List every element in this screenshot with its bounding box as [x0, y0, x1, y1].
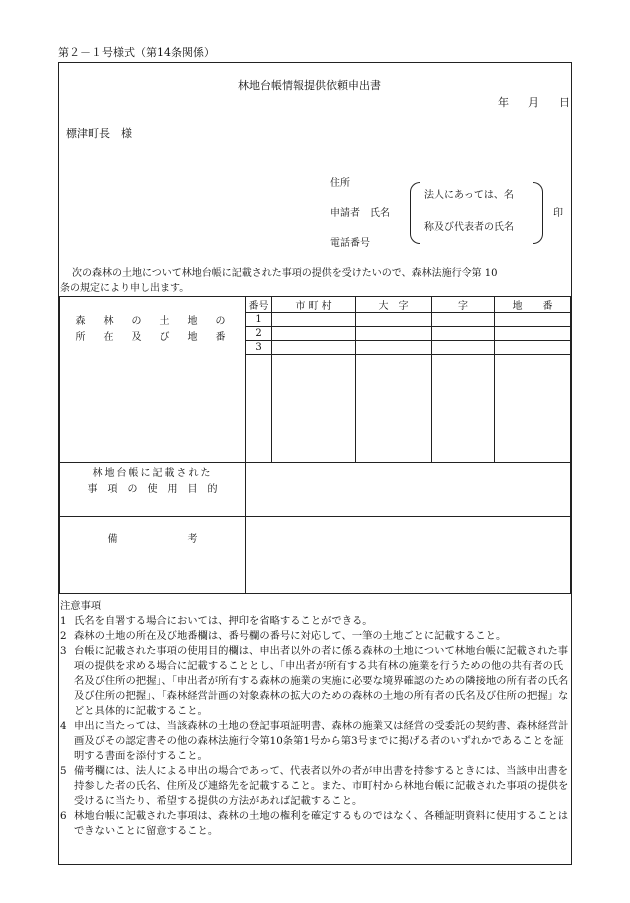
oaza-cell[interactable] — [356, 327, 432, 341]
note-item — [60, 644, 572, 719]
applicant-name-label: 申請者 氏名 — [330, 208, 390, 219]
row-number: 1 — [246, 313, 272, 327]
note-number: 4 — [60, 720, 67, 732]
row-number: 3 — [246, 341, 272, 355]
date-day-label: 日 — [559, 96, 570, 109]
note-text: 申出に当たっては、当該森林の土地の登記事項証明書、森林の施業又は経営の受委託の契約書、森林経営計画及びその認定書その他の森林法施行令第10条第1号から第3号までに掲げる者のいずれかであることを証明する書面を添付すること。 — [74, 720, 569, 762]
left-parenthesis — [410, 182, 420, 244]
municipality-cell[interactable] — [272, 355, 356, 463]
purpose-field[interactable] — [246, 463, 571, 517]
remarks-label: 備 考 — [107, 534, 198, 545]
remarks-row — [60, 517, 571, 594]
oaza-cell[interactable] — [356, 341, 432, 355]
column-header-aza: 字 — [432, 297, 495, 313]
note-item — [60, 809, 572, 839]
note-item — [60, 629, 572, 644]
land-table — [59, 296, 571, 594]
lot-number-cell[interactable] — [495, 341, 571, 355]
note-number: 5 — [60, 765, 67, 777]
purpose-label-line2: 事 項 の 使 用 目 的 — [87, 484, 218, 495]
row-number: 2 — [246, 327, 272, 341]
column-header-oaza: 大 字 — [356, 297, 432, 313]
location-label-line1: 森 林 の 土 地 の — [75, 316, 230, 327]
aza-cell[interactable] — [432, 355, 495, 463]
note-item — [60, 614, 572, 629]
location-label-cell — [60, 297, 246, 463]
note-number: 6 — [60, 810, 67, 822]
intro-line2: 条の規定により申し出ます。 — [60, 283, 190, 294]
note-number: 1 — [60, 615, 67, 627]
note-number: 2 — [60, 630, 67, 642]
note-text: 森林の土地の所在及び地番欄は、番号欄の番号に対応して、一筆の土地ごとに記載すること。 — [74, 630, 507, 642]
table-header-row — [60, 297, 571, 313]
note-item — [60, 764, 572, 809]
seal-mark: 印 — [553, 208, 563, 219]
remarks-field[interactable] — [246, 517, 571, 594]
date-month-label: 月 — [528, 96, 539, 109]
municipality-cell[interactable] — [272, 313, 356, 327]
corp-note-line2: 称及び代表者の氏名 — [424, 222, 514, 233]
municipality-cell[interactable] — [272, 327, 356, 341]
form-title: 林地台帳情報提供依頼申出書 — [238, 79, 381, 92]
aza-cell[interactable] — [432, 313, 495, 327]
note-text: 台帳に記載された事項の使用目的欄は、申出者以外の者に係る森林の土地について林地台帳に記載された事項の提供を求める場合に記載することとし、「申出者が所有する共有林の施業を行うための他の共有者の氏名及び住所の把握」、「申出者が所有する森林の施業の実施に必要な境界確認のための隣接地の所有者の氏名及び住所の把握」、「森林経営計画の対象森林の拡大のための森林の土地の所有者の氏名及び住所の把握」などと具体的に記載すること。 — [74, 645, 569, 717]
location-label-line2: 所 在 及 び 地 番 — [75, 332, 230, 343]
note-text: 備考欄には、法人による申出の場合であって、代表者以外の者が申出書を持参するときには、当該申出書を持参した者の氏名、住所及び連絡先を記載すること。また、市町村から林地台帳に記載された事項の提供を受けるに当たり、希望する提供の方法があれば記載すること。 — [74, 765, 569, 807]
note-text: 氏名を自署する場合においては、押印を省略することができる。 — [74, 615, 373, 627]
column-header-municipality: 市 町 村 — [272, 297, 356, 313]
oaza-cell[interactable] — [356, 313, 432, 327]
notes-section — [60, 599, 572, 839]
column-header-number: 番号 — [246, 297, 272, 313]
form-number: 第２－１号様式（第14条関係） — [58, 46, 215, 59]
lot-number-cell[interactable] — [495, 327, 571, 341]
address-label: 住所 — [330, 178, 350, 189]
note-number: 3 — [60, 645, 67, 657]
purpose-row — [60, 463, 571, 517]
lot-number-cell[interactable] — [495, 313, 571, 327]
date-year-label: 年 — [498, 96, 509, 109]
oaza-cell[interactable] — [356, 355, 432, 463]
lot-number-cell[interactable] — [495, 355, 571, 463]
intro-line1: 次の森林の土地について林地台帳に記載された事項の提供を受けたいので、森林法施行令第 10 — [72, 268, 498, 279]
aza-cell[interactable] — [432, 341, 495, 355]
municipality-cell[interactable] — [272, 341, 356, 355]
column-header-lot-number: 地 番 — [495, 297, 571, 313]
addressee: 標津町長 様 — [66, 127, 132, 140]
corp-note-line1: 法人にあっては、名 — [424, 190, 514, 201]
aza-cell[interactable] — [432, 327, 495, 341]
notes-heading: 注意事項 — [60, 600, 102, 612]
phone-label: 電話番号 — [330, 238, 370, 249]
remarks-label-cell — [60, 517, 246, 594]
right-parenthesis — [533, 182, 543, 244]
purpose-label-cell — [60, 463, 246, 517]
purpose-label-line1: 林地台帳に記載された — [92, 468, 213, 479]
note-item — [60, 719, 572, 764]
note-text: 林地台帳に記載された事項は、森林の土地の権利を確定するものではなく、各種証明資料に使用することはできないことに留意すること。 — [74, 810, 569, 837]
row-number-blank — [246, 355, 272, 463]
